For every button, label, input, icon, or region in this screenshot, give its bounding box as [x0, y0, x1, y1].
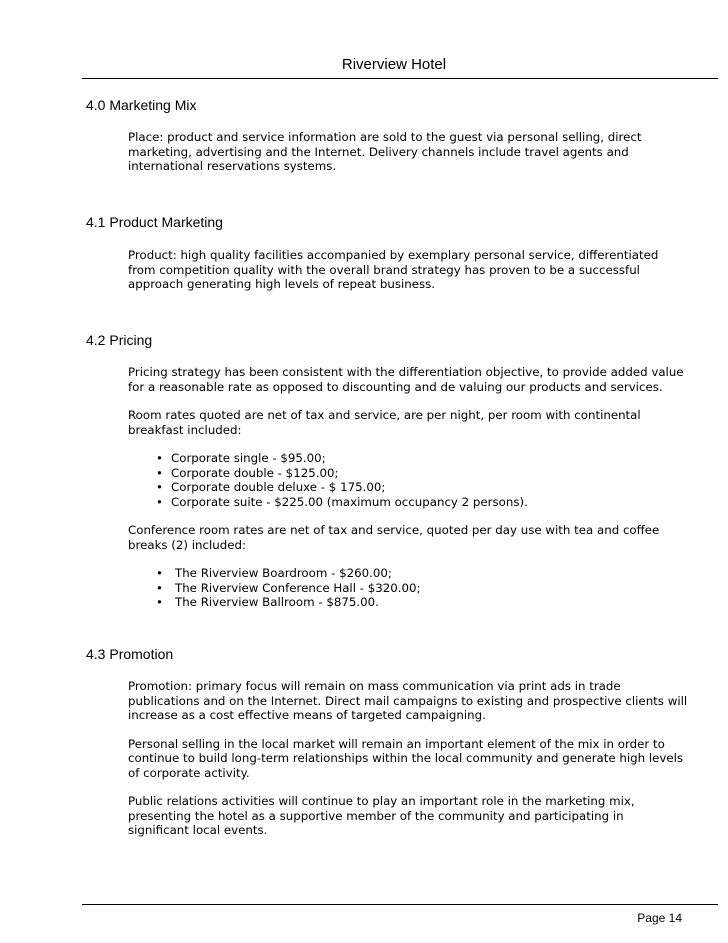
- paragraph-promotion: Promotion: primary focus will remain on mass communication via print ads in trade publications and on the Internet. Direct mail campaigns to existing and prospective clients will increase as a cost effective means of targeted campaigning.: [128, 679, 688, 722]
- bullet-glyph: •: [156, 595, 163, 609]
- list-item: [128, 595, 688, 610]
- room-rates-list: [128, 451, 688, 509]
- list-item: [128, 495, 688, 510]
- bullet-glyph: •: [156, 451, 163, 465]
- page-number: Page 14: [637, 911, 682, 925]
- bullet-glyph: •: [156, 566, 163, 580]
- room-rate-text: Corporate double - $125.00;: [171, 465, 339, 480]
- header-rule: [82, 78, 718, 79]
- section-body-pricing: [128, 365, 688, 624]
- paragraph-pricing-strategy: Pricing strategy has been consistent with the differentiation objective, to provide added value for a reasonable rate as opposed to discounting and de valuing our products and services.: [128, 365, 684, 394]
- section-body-product-marketing: [128, 248, 688, 292]
- paragraph-personal-selling: Personal selling in the local market will remain an important element of the mix in order to continue to build long-term relationships within the local community and generate high levels of corporate activity.: [128, 736, 684, 780]
- list-item: [128, 581, 688, 596]
- list-item: [128, 480, 688, 495]
- section-body-promotion: [128, 679, 688, 838]
- bullet-glyph: •: [156, 465, 163, 480]
- room-rate-text: Corporate suite - $225.00 (maximum occupancy 2 persons).: [171, 494, 528, 509]
- section-heading-product-marketing: 4.1 Product Marketing: [86, 214, 223, 230]
- conference-rate-text: The Riverview Conference Hall - $320.00;: [175, 580, 421, 595]
- paragraph-place: Place: product and service information are sold to the guest via personal selling, direct marketing, advertising and the Internet. Delivery channels include travel agents and international reservations systems.: [128, 130, 642, 173]
- list-item: [128, 451, 688, 466]
- bullet-glyph: •: [156, 480, 163, 494]
- room-rate-text: Corporate double deluxe - $ 175.00;: [171, 480, 386, 494]
- paragraph-conference-intro: Conference room rates are net of tax and service, quoted per day use with tea and coffee breaks (2) included:: [128, 523, 660, 552]
- bullet-glyph: •: [156, 580, 163, 595]
- section-heading-pricing: 4.2 Pricing: [86, 332, 153, 348]
- list-item: [128, 466, 688, 481]
- conference-rate-text: The Riverview Boardroom - $260.00;: [175, 566, 392, 580]
- section-body-marketing-mix: [128, 130, 688, 174]
- paragraph-public-relations: Public relations activities will continue to play an important role in the marketing mix, presenting the hotel as a supportive member of the community and participating in significant local events.: [128, 794, 635, 837]
- paragraph-room-rates-intro: Room rates quoted are net of tax and service, are per night, per room with continental breakfast included:: [128, 408, 641, 437]
- conference-rate-text: The Riverview Ballroom - $875.00.: [175, 595, 379, 609]
- bullet-glyph: •: [156, 494, 163, 509]
- conference-rates-list: [128, 566, 688, 610]
- section-heading-promotion: 4.3 Promotion: [86, 646, 174, 662]
- page-header-title: Riverview Hotel: [341, 56, 447, 73]
- paragraph-product: Product: high quality facilities accompanied by exemplary personal service, differentiated from competition quality with the overall brand strategy has proven to be a successful approach generating high levels of repeat business.: [128, 248, 659, 291]
- footer-rule: [82, 904, 718, 905]
- section-heading-marketing-mix: 4.0 Marketing Mix: [86, 97, 197, 113]
- list-item: [128, 566, 688, 581]
- room-rate-text: Corporate single - $95.00;: [171, 451, 326, 465]
